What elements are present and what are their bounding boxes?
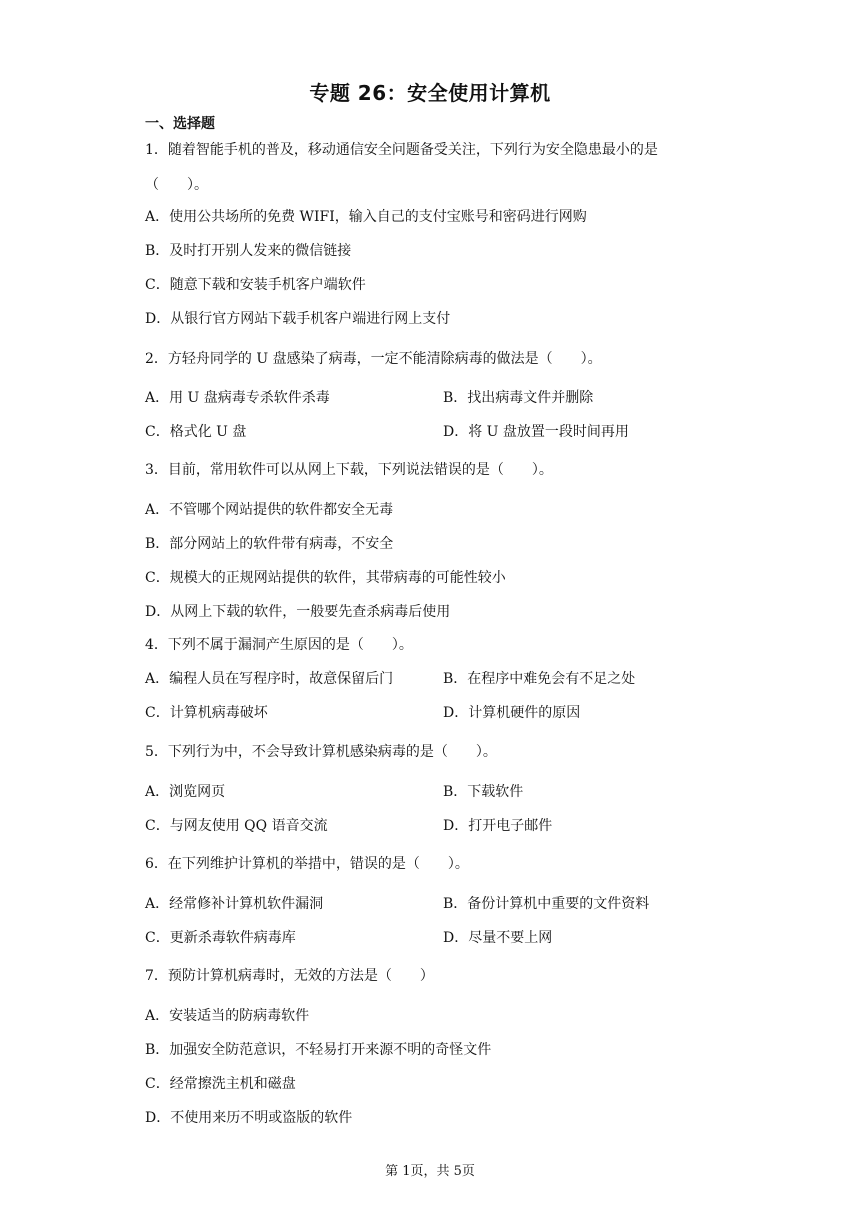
question-5-stem: 5．下列行为中，不会导致计算机感染病毒的是（ ）。 — [145, 744, 497, 760]
question-1-option-a: A．使用公共场所的免费 WIFI，输入自己的支付宝账号和密码进行网购 — [145, 209, 587, 225]
question-2-option-b: B．找出病毒文件并删除 — [443, 390, 594, 406]
question-1-stem-cont: （ ）。 — [145, 177, 208, 193]
question-1-stem: 1．随着智能手机的普及，移动通信安全问题备受关注，下列行为安全隐患最小的是 — [145, 142, 658, 158]
page-title: 专题 26：安全使用计算机 — [309, 81, 551, 105]
question-5-option-a: A．浏览网页 — [145, 784, 226, 800]
question-4-option-d: D．计算机硬件的原因 — [443, 705, 581, 721]
question-7-option-c: C．经常擦洗主机和磁盘 — [145, 1076, 296, 1092]
question-3-option-b: B．部分网站上的软件带有病毒，不安全 — [145, 536, 394, 552]
question-6-option-b: B．备份计算机中重要的文件资料 — [443, 896, 650, 912]
question-2-stem: 2．方轻舟同学的 U 盘感染了病毒，一定不能清除病毒的做法是（ ）。 — [145, 351, 602, 367]
question-7-option-d: D．不使用来历不明或盗版的软件 — [145, 1110, 353, 1126]
question-3-stem: 3．目前，常用软件可以从网上下载，下列说法错误的是（ ）。 — [145, 462, 553, 478]
question-5-option-b: B．下载软件 — [443, 784, 524, 800]
question-3-option-d: D．从网上下载的软件，一般要先查杀病毒后使用 — [145, 604, 451, 620]
question-1-option-b: B．及时打开别人发来的微信链接 — [145, 243, 352, 259]
question-3-option-a: A．不管哪个网站提供的软件都安全无毒 — [145, 502, 394, 518]
question-1-option-c: C．随意下载和安装手机客户端软件 — [145, 277, 366, 293]
question-2-option-a: A．用 U 盘病毒专杀软件杀毒 — [145, 390, 330, 406]
page-footer: 第 1页，共 5页 — [385, 1164, 475, 1179]
question-6-option-c: C．更新杀毒软件病毒库 — [145, 930, 296, 946]
question-7-option-b: B．加强安全防范意识，不轻易打开来源不明的奇怪文件 — [145, 1042, 492, 1058]
question-7-option-a: A．安装适当的防病毒软件 — [145, 1008, 310, 1024]
question-5-option-d: D．打开电子邮件 — [443, 818, 553, 834]
question-6-option-d: D．尽量不要上网 — [443, 930, 553, 946]
question-5-option-c: C．与网友使用 QQ 语音交流 — [145, 818, 328, 834]
question-6-stem: 6．在下列维护计算机的举措中，错误的是（ ）。 — [145, 856, 469, 872]
section-heading: 一、选择题 — [145, 116, 215, 132]
question-6-option-a: A．经常修补计算机软件漏洞 — [145, 896, 324, 912]
question-3-option-c: C．规模大的正规网站提供的软件，其带病毒的可能性较小 — [145, 570, 506, 586]
question-4-stem: 4．下列不属于漏洞产生原因的是（ ）。 — [145, 637, 413, 653]
question-4-option-c: C．计算机病毒破坏 — [145, 705, 268, 721]
question-7-stem: 7．预防计算机病毒时，无效的方法是（ ） — [145, 968, 434, 984]
question-4-option-a: A．编程人员在写程序时，故意保留后门 — [145, 671, 394, 687]
question-2-option-c: C．格式化 U 盘 — [145, 424, 247, 440]
question-1-option-d: D．从银行官方网站下载手机客户端进行网上支付 — [145, 311, 451, 327]
question-4-option-b: B．在程序中难免会有不足之处 — [443, 671, 636, 687]
question-2-option-d: D．将 U 盘放置一段时间再用 — [443, 424, 629, 440]
